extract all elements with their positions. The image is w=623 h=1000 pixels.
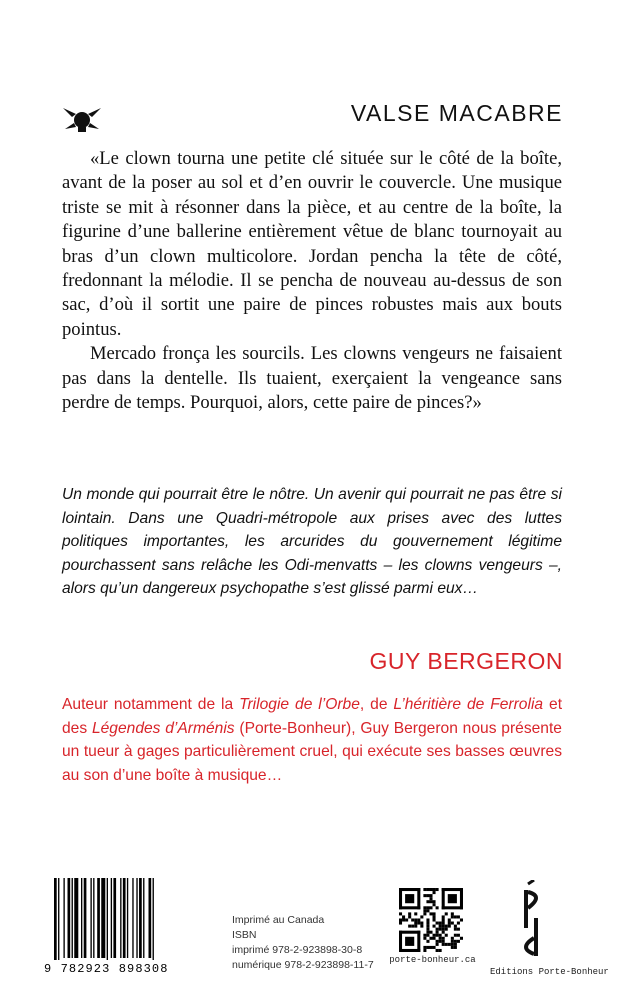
barcode-bar — [120, 878, 121, 958]
barcode-bar — [81, 878, 82, 958]
bio-text: (Porte-Bonheur), Guy Bergeron nous présente un tueur à gages particulièrement cruel, qui exécute ses basses œuvres au son d’une boîte à musique… — [62, 719, 562, 784]
barcode-bar — [58, 878, 59, 960]
barcode-bar — [123, 878, 126, 958]
publisher-name: Editions Porte-Bonheur — [490, 967, 609, 977]
bio-book-title: Légendes d’Arménis — [91, 719, 235, 737]
bio-text: Auteur notamment de la — [62, 696, 240, 713]
barcode-bar — [84, 878, 87, 958]
qr-code-icon[interactable] — [399, 888, 463, 952]
isbn-barcode — [44, 878, 214, 978]
print-info — [232, 913, 374, 973]
porte-bonheur-logo-icon — [506, 880, 556, 960]
excerpt-paragraph: Mercado fronça les sourcils. Les clowns vengeurs ne faisaient pas dans la dentelle. Ils tuaient, exerçaient la vengeance sans perdre de temps. Pourquoi, alors, cette paire de pinces?» — [62, 343, 562, 414]
barcode-digits: 9 782923 898308 — [44, 962, 169, 976]
print-line: numérique 978-2-923898-11-7 — [232, 959, 374, 971]
barcode-bar — [136, 878, 137, 958]
barcode-bar — [63, 878, 64, 958]
barcode-bar — [93, 878, 94, 958]
author-bio — [62, 693, 562, 787]
barcode-bar — [153, 878, 154, 960]
bio-book-title: Trilogie de l’Orbe — [239, 696, 360, 713]
website-url[interactable]: porte-bonheur.ca — [389, 955, 476, 965]
barcode-bar — [74, 878, 78, 958]
barcode-bar — [111, 878, 112, 958]
print-line: Imprimé au Canada — [232, 914, 325, 926]
barcode-bar — [107, 878, 108, 960]
author-name: GUY BERGERON — [369, 648, 563, 674]
barcode-bar — [72, 878, 73, 958]
barcode-bar — [97, 878, 100, 958]
barcode-bar — [149, 878, 152, 958]
book-excerpt — [62, 147, 562, 415]
book-title: VALSE MACABRE — [350, 100, 563, 126]
book-summary: Un monde qui pourrait être le nôtre. Un avenir qui pourrait ne pas être si lointain. Dans une Quadri-métropole aux prises avec des luttes politiques importantes, les arcurides du gouvernement légitime pourchassent sans relâche les Odi-menvatts – les clowns vengeurs –, alors qu’un dangereux psychopathe s’est glissé parmi eux… — [62, 486, 562, 597]
bio-text: et des — [62, 696, 563, 737]
bio-book-title: L’héritière de Ferrolia — [393, 696, 544, 713]
excerpt-paragraph: «Le clown tourna une petite clé située sur le côté de la boîte, avant de la poser au sol et d’en ouvrir le couvercle. Une musique triste se mit à résonner dans la pièce, et au centre de la boîte, la figurine d’une ballerine entièrement vêtue de blanc tournoyait au bras d’un clown multicolore. Jordan pencha la tête de côté, fredonnant la mélodie. Il se pencha de nouveau au-dessus de son sac, d’où il sortit une paire de pinces robustes mais aux bouts pointus. — [62, 148, 562, 340]
barcode-bar — [90, 878, 91, 958]
barcode-bar — [101, 878, 105, 958]
bio-text: , de — [359, 696, 394, 713]
barcode-bar — [139, 878, 142, 958]
barcode-bar — [143, 878, 144, 958]
print-line: ISBN — [232, 929, 257, 941]
barcode-bar — [132, 878, 133, 958]
barcode-bar — [54, 878, 57, 960]
print-line: imprimé 978-2-923898-30-8 — [232, 944, 363, 956]
barcode-bar — [127, 878, 128, 958]
barcode-bar — [113, 878, 116, 958]
skull-emblem-icon — [62, 105, 102, 135]
barcode-bar — [68, 878, 71, 958]
